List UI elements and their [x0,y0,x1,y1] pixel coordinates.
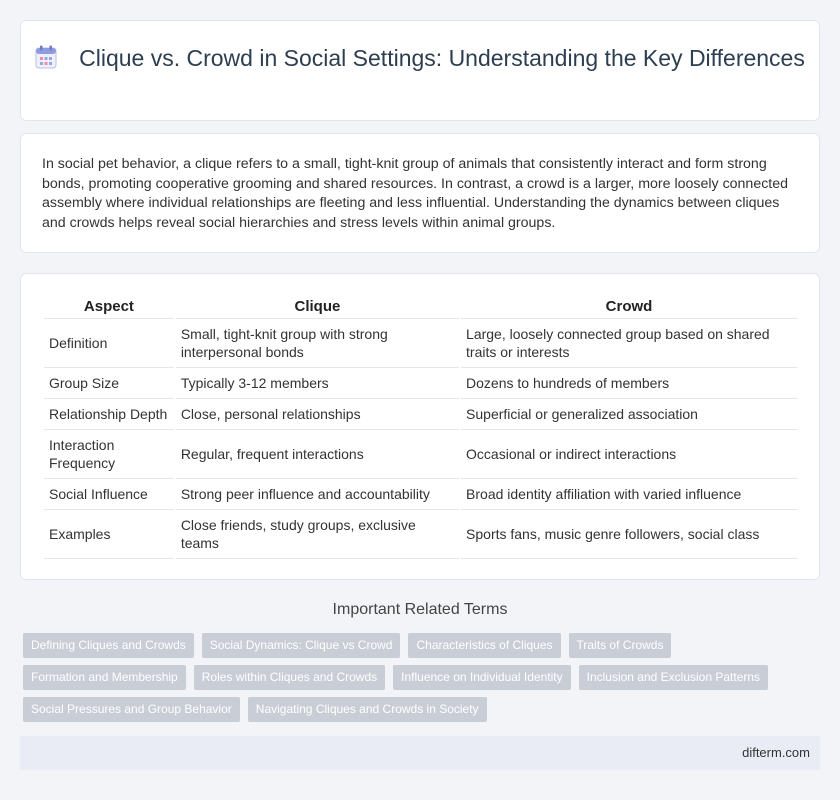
cell-clique: Typically 3-12 members [176,368,459,399]
page-title: Clique vs. Crowd in Social Settings: Understanding the Key Differences [79,45,805,71]
related-tags [23,633,803,722]
cell-crowd: Dozens to hundreds of members [461,368,797,399]
cell-clique: Strong peer influence and accountability [176,479,459,510]
intro-card [20,133,820,253]
cell-clique: Small, tight-knit group with strong interpersonal bonds [176,319,459,368]
tag-link[interactable]: Inclusion and Exclusion Patterns [579,665,768,690]
header-crowd: Crowd [461,295,797,319]
page-title-wrap [21,44,819,73]
tag-link[interactable]: Influence on Individual Identity [393,665,570,690]
table-row [44,319,797,368]
tag-link[interactable]: Roles within Cliques and Crowds [194,665,385,690]
header-aspect: Aspect [44,295,174,319]
cell-aspect: Definition [44,319,174,368]
calendar-icon [35,45,57,69]
cell-aspect: Examples [44,510,174,559]
cell-aspect: Relationship Depth [44,399,174,430]
table-row [44,368,797,399]
comparison-table [42,295,799,559]
header-clique: Clique [176,295,459,319]
table-header-row [44,295,797,319]
footer [20,736,820,770]
cell-clique: Close friends, study groups, exclusive teams [176,510,459,559]
tag-link[interactable]: Traits of Crowds [569,633,672,658]
tag-link[interactable]: Characteristics of Cliques [408,633,560,658]
cell-aspect: Group Size [44,368,174,399]
cell-clique: Regular, frequent interactions [176,430,459,479]
tag-link[interactable]: Defining Cliques and Crowds [23,633,194,658]
cell-crowd: Superficial or generalized association [461,399,797,430]
cell-crowd: Large, loosely connected group based on shared traits or interests [461,319,797,368]
header-card [20,20,820,121]
table-row [44,430,797,479]
cell-crowd: Broad identity affiliation with varied influence [461,479,797,510]
cell-aspect: Social Influence [44,479,174,510]
table-row [44,510,797,559]
cell-crowd: Sports fans, music genre followers, social class [461,510,797,559]
cell-clique: Close, personal relationships [176,399,459,430]
tag-link[interactable]: Navigating Cliques and Crowds in Society [248,697,487,722]
related-terms-title: Important Related Terms [332,601,508,618]
table-row [44,399,797,430]
tag-link[interactable]: Social Dynamics: Clique vs Crowd [202,633,401,658]
table-row [44,479,797,510]
cell-aspect: Interaction Frequency [44,430,174,479]
footer-site[interactable]: difterm.com [742,745,810,760]
comparison-card [20,273,820,580]
intro-paragraph: In social pet behavior, a clique refers to a small, tight-knit group of animals that consistently interact and form strong bonds, promoting cooperative grooming and shared resources. In contrast, a crowd is a larger, more loosely connected assembly where individual relationships are fleeting and less influential. Understanding the dynamics between cliques and crowds helps reveal social hierarchies and stress levels within animal groups. [42,156,789,231]
tag-link[interactable]: Social Pressures and Group Behavior [23,697,240,722]
cell-crowd: Occasional or indirect interactions [461,430,797,479]
tag-link[interactable]: Formation and Membership [23,665,186,690]
